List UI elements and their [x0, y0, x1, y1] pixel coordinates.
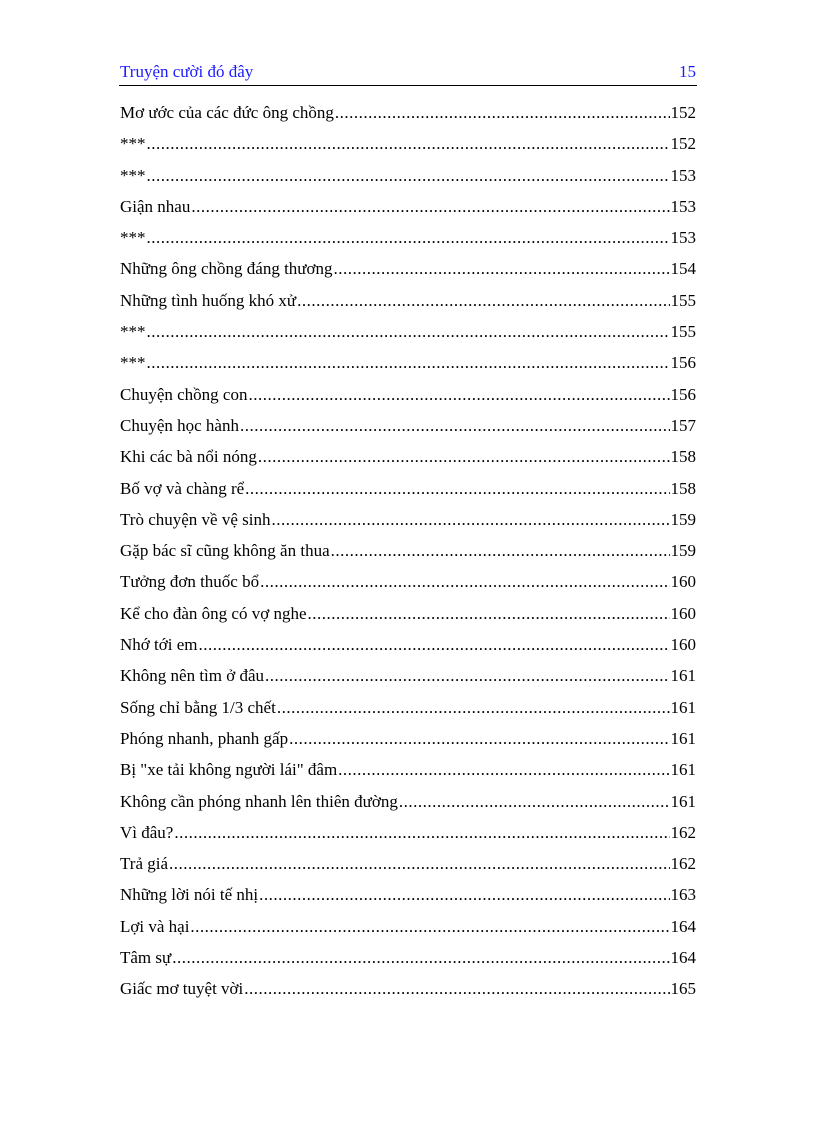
- toc-entry[interactable]: [120, 758, 696, 789]
- dot-leader: [338, 758, 669, 782]
- table-of-contents: [120, 101, 696, 1009]
- toc-entry-title: Tâm sự: [120, 948, 172, 968]
- toc-entry-page: 156: [670, 384, 696, 404]
- toc-entry-page: 152: [670, 134, 696, 154]
- toc-entry-page: 153: [670, 165, 696, 185]
- toc-entry-title: Bố vợ và chàng rể: [120, 478, 245, 498]
- dot-leader: [271, 508, 669, 532]
- toc-entry-page: 157: [670, 415, 696, 435]
- toc-entry-page: 165: [670, 979, 696, 999]
- toc-entry-title: Vì đâu?: [120, 822, 174, 842]
- toc-entry-title: Không cần phóng nhanh lên thiên đường: [120, 791, 398, 811]
- toc-entry-title: Không nên tìm ở đâu: [120, 666, 265, 686]
- toc-entry[interactable]: [120, 539, 696, 570]
- dot-leader: [334, 257, 670, 281]
- toc-entry-title: Giấc mơ tuyệt vời: [120, 979, 244, 999]
- dot-leader: [147, 164, 670, 188]
- toc-entry-title: Tưởng đơn thuốc bổ: [120, 572, 260, 592]
- toc-entry[interactable]: [120, 977, 696, 1008]
- toc-entry-title: ***: [120, 165, 146, 185]
- toc-entry-title: Gặp bác sĩ cũng không ăn thua: [120, 541, 330, 561]
- toc-entry[interactable]: [120, 445, 696, 476]
- dot-leader: [258, 445, 670, 469]
- toc-entry-page: 161: [670, 697, 696, 717]
- toc-entry-page: 155: [670, 322, 696, 342]
- toc-entry-page: 155: [670, 290, 696, 310]
- toc-entry[interactable]: [120, 602, 696, 633]
- toc-entry-page: 153: [670, 196, 696, 216]
- toc-entry-title: ***: [120, 134, 146, 154]
- dot-leader: [172, 946, 669, 970]
- dot-leader: [169, 852, 669, 876]
- toc-entry[interactable]: [120, 289, 696, 320]
- toc-entry-title: Mơ ước của các đức ông chồng: [120, 103, 334, 122]
- toc-entry[interactable]: [120, 915, 696, 946]
- dot-leader: [308, 602, 670, 626]
- toc-entry[interactable]: [120, 257, 696, 288]
- toc-entry-title: Những ông chồng đáng thương: [120, 259, 333, 279]
- toc-entry-page: 152: [670, 103, 696, 122]
- toc-entry-page: 156: [670, 353, 696, 373]
- toc-entry[interactable]: [120, 852, 696, 883]
- dot-leader: [174, 821, 669, 845]
- toc-entry[interactable]: [120, 727, 696, 758]
- dot-leader: [248, 383, 669, 407]
- toc-entry[interactable]: [120, 320, 696, 351]
- page-number: 15: [679, 62, 696, 81]
- toc-entry-title: Nhớ tới em: [120, 635, 198, 655]
- toc-entry[interactable]: [120, 883, 696, 914]
- toc-entry-title: Chuyện chồng con: [120, 384, 248, 404]
- toc-entry[interactable]: [120, 226, 696, 257]
- toc-entry[interactable]: [120, 195, 696, 226]
- toc-entry[interactable]: [120, 351, 696, 382]
- toc-entry-page: 160: [670, 603, 696, 623]
- toc-entry-page: 161: [670, 728, 696, 748]
- toc-entry[interactable]: [120, 570, 696, 601]
- toc-entry-title: Phóng nhanh, phanh gấp: [120, 728, 289, 748]
- dot-leader: [289, 727, 669, 751]
- toc-entry[interactable]: [120, 132, 696, 163]
- toc-entry-page: 164: [670, 916, 696, 936]
- toc-entry-title: Trả giá: [120, 854, 169, 874]
- toc-entry-page: 161: [670, 791, 696, 811]
- dot-leader: [147, 226, 670, 250]
- toc-entry-title: Bị "xe tải không người lái" đâm: [120, 760, 338, 780]
- dot-leader: [335, 101, 670, 125]
- dot-leader: [260, 570, 669, 594]
- toc-entry-page: 161: [670, 760, 696, 780]
- toc-entry-page: 162: [670, 854, 696, 874]
- toc-entry-page: 158: [670, 447, 696, 467]
- toc-entry-title: Khi các bà nổi nóng: [120, 447, 257, 467]
- toc-entry-title: Kể cho đàn ông có vợ nghe: [120, 603, 307, 623]
- toc-entry-page: 161: [670, 666, 696, 686]
- dot-leader: [399, 790, 670, 814]
- dot-leader: [190, 915, 669, 939]
- toc-entry-page: 160: [670, 572, 696, 592]
- toc-entry[interactable]: [120, 696, 696, 727]
- toc-entry-page: 153: [670, 228, 696, 248]
- toc-entry[interactable]: [120, 383, 696, 414]
- toc-entry[interactable]: [120, 508, 696, 539]
- toc-entry-title: Lợi và hại: [120, 916, 190, 936]
- toc-entry[interactable]: [120, 790, 696, 821]
- toc-entry[interactable]: [120, 477, 696, 508]
- toc-entry-page: 159: [670, 541, 696, 561]
- toc-entry-title: ***: [120, 228, 146, 248]
- toc-entry-page: 158: [670, 478, 696, 498]
- toc-entry[interactable]: [120, 414, 696, 445]
- toc-entry-page: 154: [670, 259, 696, 279]
- dot-leader: [297, 289, 669, 313]
- toc-entry[interactable]: [120, 633, 696, 664]
- toc-entry-title: Sống chỉ bằng 1/3 chết: [120, 697, 276, 717]
- toc-entry-page: 160: [670, 635, 696, 655]
- toc-entry-page: 162: [670, 822, 696, 842]
- toc-entry-title: Giận nhau: [120, 196, 191, 216]
- dot-leader: [198, 633, 669, 657]
- toc-entry[interactable]: [120, 821, 696, 852]
- toc-entry-page: 164: [670, 948, 696, 968]
- toc-entry[interactable]: [120, 946, 696, 977]
- toc-entry-title: Trò chuyện về vệ sinh: [120, 509, 271, 529]
- toc-entry-title: Chuyện học hành: [120, 415, 239, 435]
- toc-entry-title: Những tình huống khó xử: [120, 290, 297, 310]
- toc-entry-title: ***: [120, 322, 146, 342]
- toc-entry[interactable]: [120, 164, 696, 195]
- toc-entry-title: ***: [120, 353, 146, 373]
- toc-entry-page: 163: [670, 885, 696, 905]
- dot-leader: [147, 320, 670, 344]
- book-title: Truyện cười đó đây: [120, 62, 254, 81]
- toc-entry-page: 159: [670, 509, 696, 529]
- dot-leader: [240, 414, 670, 438]
- dot-leader: [147, 132, 670, 156]
- dot-leader: [244, 977, 669, 1001]
- dot-leader: [277, 696, 670, 720]
- toc-entry[interactable]: [120, 101, 696, 132]
- dot-leader: [259, 883, 669, 907]
- dot-leader: [191, 195, 669, 219]
- dot-leader: [245, 477, 669, 501]
- dot-leader: [147, 351, 670, 375]
- toc-entry[interactable]: [120, 664, 696, 695]
- running-header: [119, 58, 697, 86]
- dot-leader: [331, 539, 670, 563]
- toc-entry-title: Những lời nói tế nhị: [120, 885, 259, 905]
- dot-leader: [265, 664, 669, 688]
